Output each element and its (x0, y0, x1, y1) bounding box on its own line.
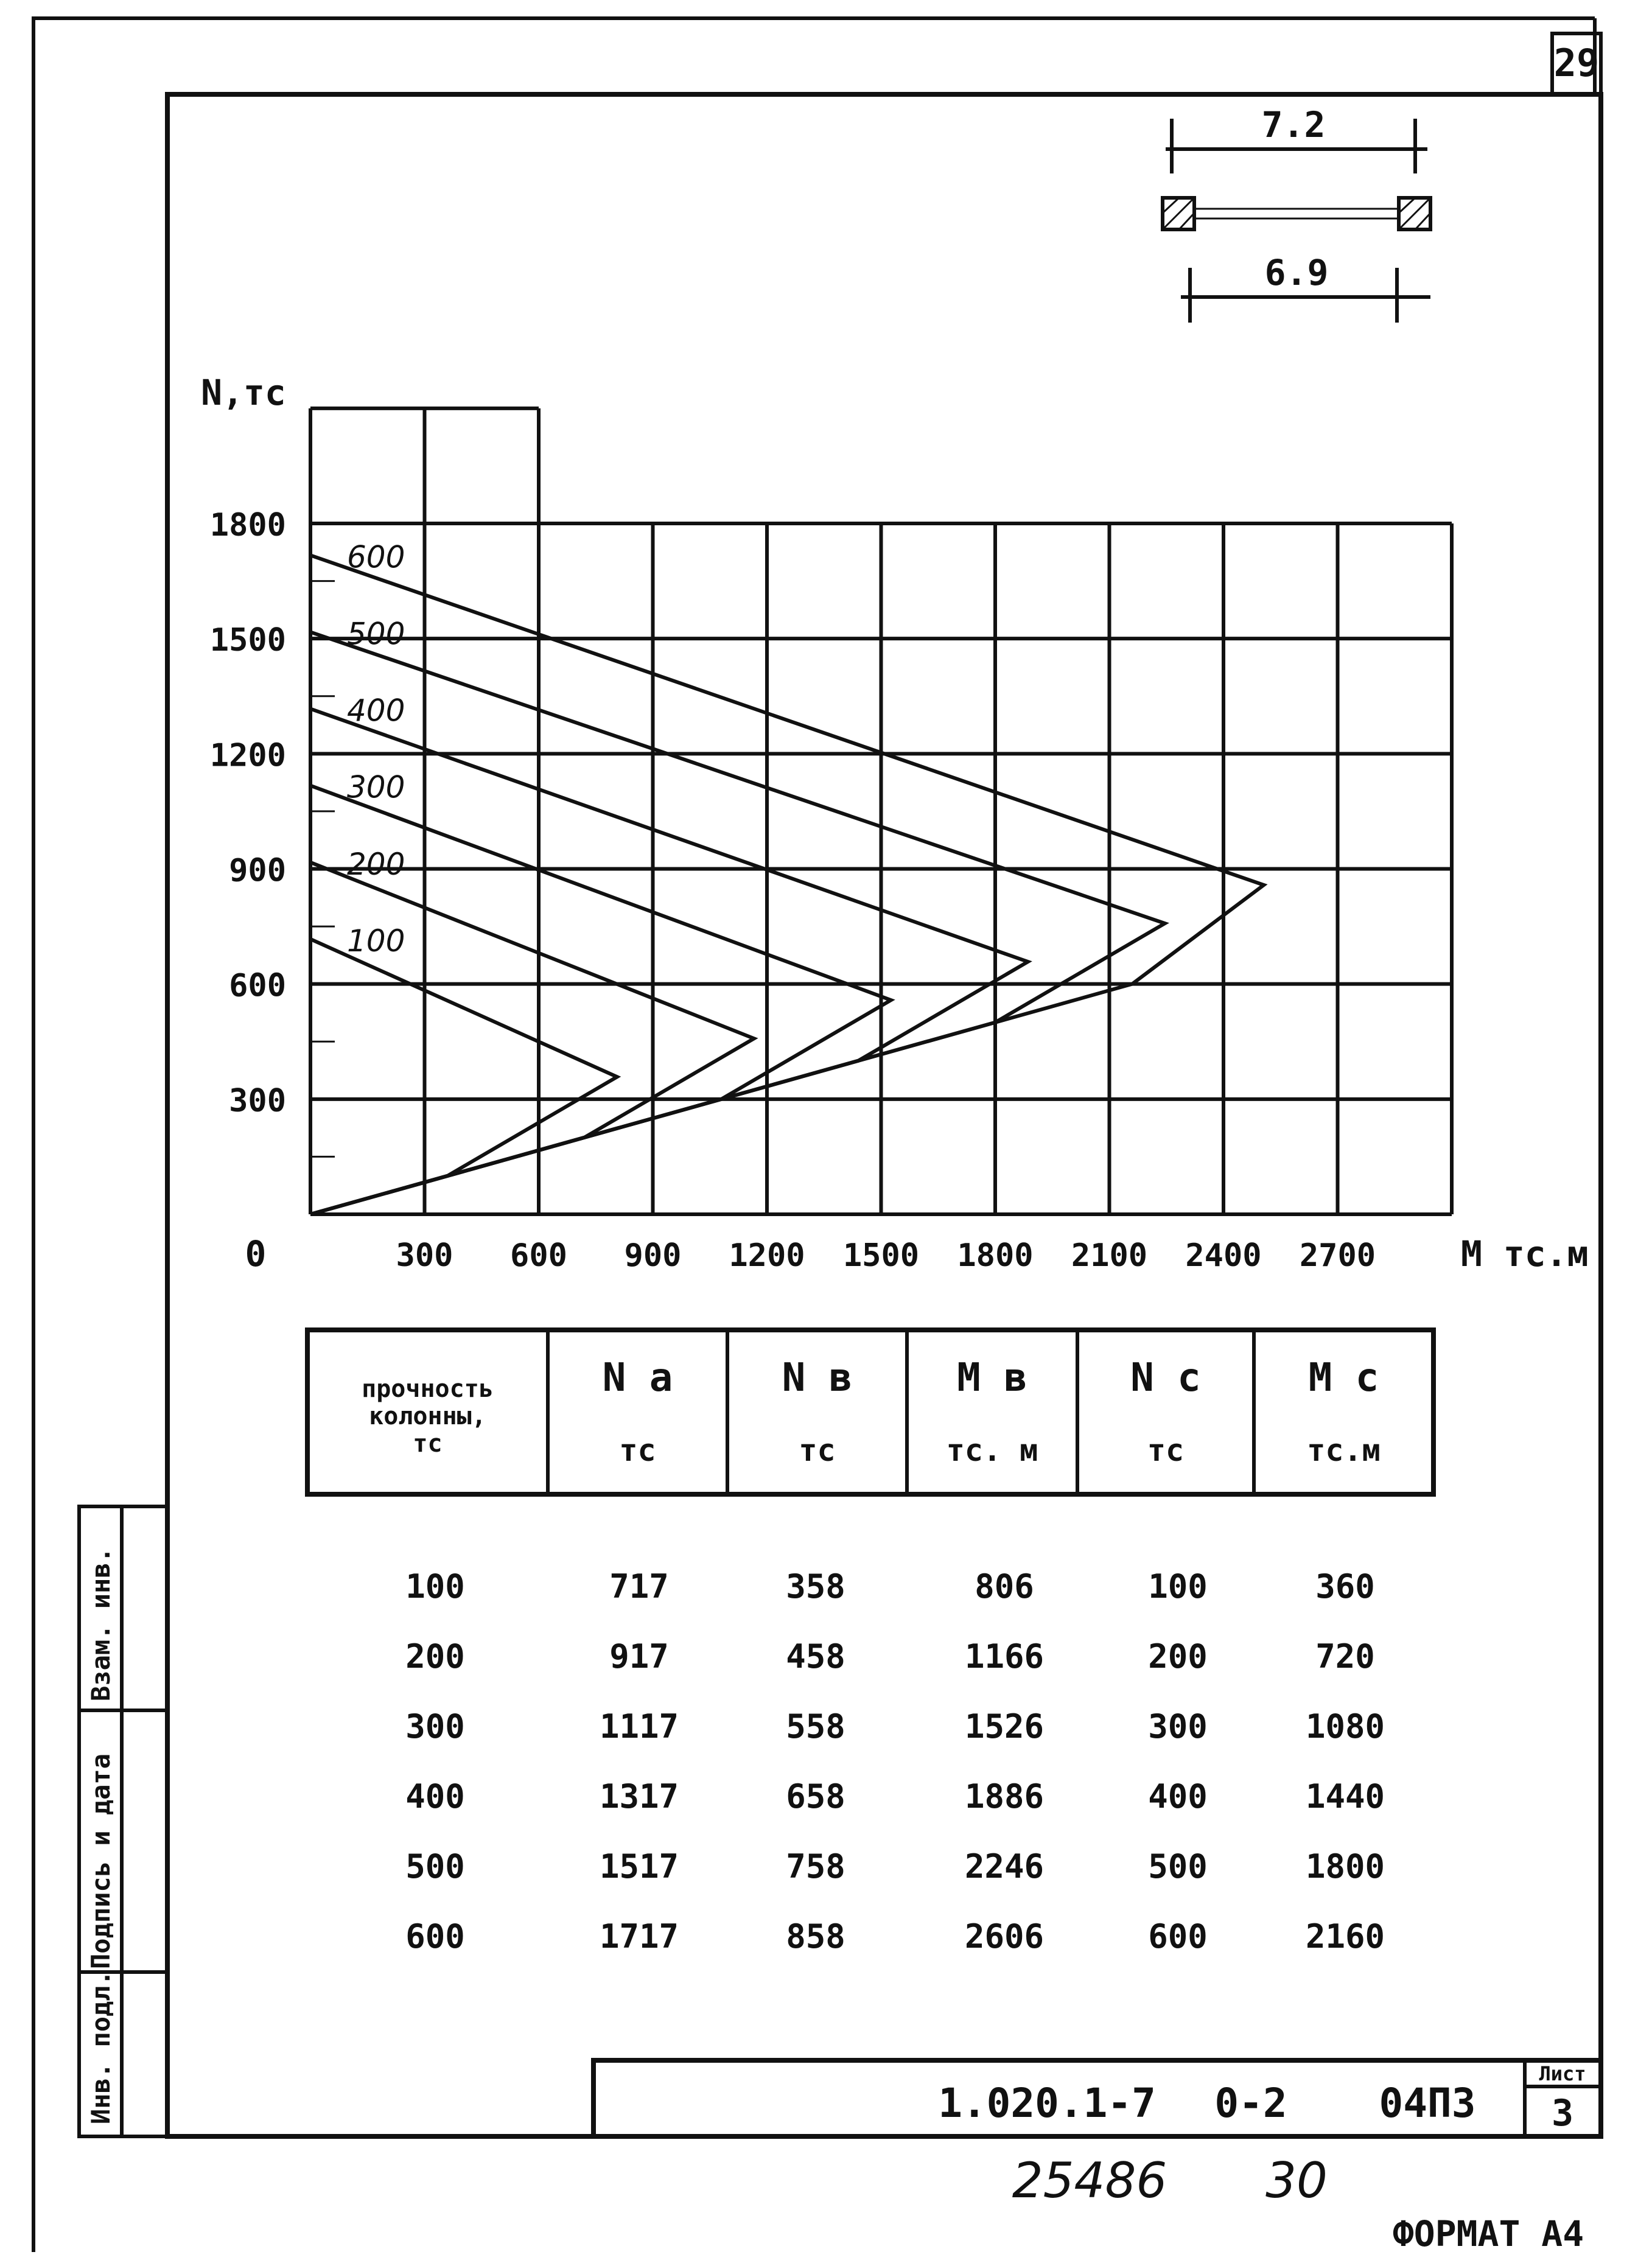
table-cell: 717 (609, 1567, 669, 1606)
table-cell: 1800 (1305, 1847, 1385, 1886)
series-label-300: 300 (347, 769, 405, 805)
x-tick-label: 1200 (729, 1237, 805, 1274)
side-stamp (79, 1506, 167, 2136)
table-cell: 100 (1148, 1567, 1208, 1606)
table-cell: 2246 (964, 1847, 1045, 1886)
table-cell: 1526 (964, 1707, 1045, 1746)
series-line-500 (310, 632, 1165, 1214)
header-col-1-symbol: N a (602, 1355, 673, 1401)
y-tick-label: 600 (229, 967, 286, 1004)
y-tick-label: 300 (229, 1082, 286, 1119)
stamp-inv-podl: Инв. подл. (86, 1970, 116, 2124)
header-col-4-symbol: N с (1130, 1355, 1201, 1401)
series-label-400: 400 (347, 693, 405, 729)
x-tick-label: 1500 (842, 1237, 920, 1274)
table-cell: 1117 (599, 1707, 679, 1746)
x-tick-label: 1800 (957, 1237, 1034, 1274)
table-cell: 400 (405, 1777, 465, 1816)
header-strength-unit: тс (413, 1430, 443, 1458)
table-body (405, 1567, 1385, 1956)
header-col-5-symbol: M с (1308, 1355, 1379, 1401)
y-tick-label: 1200 (209, 737, 286, 774)
header-col-2-unit: тс (799, 1433, 836, 1468)
table-cell: 658 (786, 1777, 845, 1816)
sheet-number: 3 (1551, 2092, 1574, 2135)
origin-label: 0 (245, 1233, 267, 1275)
x-tick-label: 600 (510, 1237, 567, 1274)
table-cell: 200 (405, 1637, 465, 1676)
table-cell: 558 (786, 1707, 845, 1746)
table-cell: 300 (405, 1707, 465, 1746)
y-axis-label: N,тс (201, 372, 286, 413)
table-cell: 1717 (599, 1917, 679, 1956)
x-tick-label: 2700 (1299, 1237, 1376, 1274)
handwritten-number: 30 (1265, 2152, 1328, 2209)
x-tick-label: 2100 (1071, 1237, 1148, 1274)
stamp-vzam-inv: Взам. инв. (86, 1547, 116, 1701)
header-strength-line2: колонны, (369, 1402, 486, 1430)
table-cell: 917 (609, 1637, 669, 1676)
series-label-100: 100 (347, 923, 405, 959)
table-cell: 758 (786, 1847, 845, 1886)
table-cell: 458 (786, 1637, 845, 1676)
table-cell: 1317 (599, 1777, 679, 1816)
header-col-5-unit: тс.м (1307, 1433, 1381, 1468)
table-cell: 300 (1148, 1707, 1208, 1746)
table-cell: 500 (1148, 1847, 1208, 1886)
inner-frame (167, 94, 1601, 2136)
table-cell: 1166 (964, 1637, 1045, 1676)
y-tick-label: 1500 (209, 622, 286, 659)
table-cell: 360 (1315, 1567, 1375, 1606)
x-axis-label: M тс.м (1461, 1233, 1589, 1275)
table-cell: 1886 (964, 1777, 1045, 1816)
x-tick-label: 300 (396, 1237, 453, 1274)
header-col-1-unit: тс (619, 1433, 656, 1468)
dimension-sketch (1163, 104, 1430, 323)
format-label: ФОРМАТ А4 (1392, 2213, 1584, 2254)
sheet-number-top: 29 (1553, 41, 1600, 85)
table-cell: 806 (975, 1567, 1034, 1606)
doc-number: 04ПЗ (1379, 2080, 1476, 2127)
table-header (307, 1330, 1433, 1494)
table-cell: 1440 (1305, 1777, 1385, 1816)
dim-top-label: 7.2 (1261, 104, 1326, 145)
x-tick-label: 900 (624, 1237, 682, 1274)
table-cell: 858 (786, 1917, 845, 1956)
series-line-400 (310, 709, 1028, 1214)
series-label-200: 200 (347, 846, 405, 882)
x-tick-label: 2400 (1185, 1237, 1262, 1274)
header-col-2-symbol: N в (782, 1355, 853, 1401)
y-tick-label: 1800 (209, 507, 286, 544)
table-cell: 720 (1315, 1637, 1375, 1676)
header-col-3-symbol: M в (957, 1355, 1027, 1401)
table-cell: 600 (1148, 1917, 1208, 1956)
wall-section (1194, 209, 1399, 219)
table-cell: 2160 (1305, 1917, 1385, 1956)
table-cell: 358 (786, 1567, 845, 1606)
table-cell: 500 (405, 1847, 465, 1886)
stamp-signature-date: Подпись и дата (86, 1753, 116, 1969)
header-col-4-unit: тс (1147, 1433, 1185, 1468)
series-line-600 (310, 555, 1264, 1214)
series-label-600: 600 (347, 539, 405, 575)
sheet-label: Лист (1539, 2062, 1586, 2085)
doc-part: 0-2 (1214, 2080, 1287, 2127)
header-strength-line1: прочность (362, 1375, 494, 1403)
table-cell: 200 (1148, 1637, 1208, 1676)
table-cell: 1080 (1305, 1707, 1385, 1746)
interaction-chart (201, 372, 1588, 1275)
series-label-500: 500 (347, 616, 405, 652)
dim-bottom-label: 6.9 (1264, 252, 1329, 293)
header-col-3-unit: тс. м (946, 1433, 1038, 1468)
table-cell: 100 (405, 1567, 465, 1606)
title-block (593, 2060, 1601, 2136)
table-cell: 600 (405, 1917, 465, 1956)
table-cell: 2606 (964, 1917, 1045, 1956)
table-cell: 400 (1148, 1777, 1208, 1816)
y-tick-label: 900 (229, 852, 286, 889)
table-cell: 1517 (599, 1847, 679, 1886)
handwritten-inventory-number: 25486 (1012, 2152, 1167, 2209)
doc-code: 1.020.1-7 (938, 2080, 1156, 2127)
